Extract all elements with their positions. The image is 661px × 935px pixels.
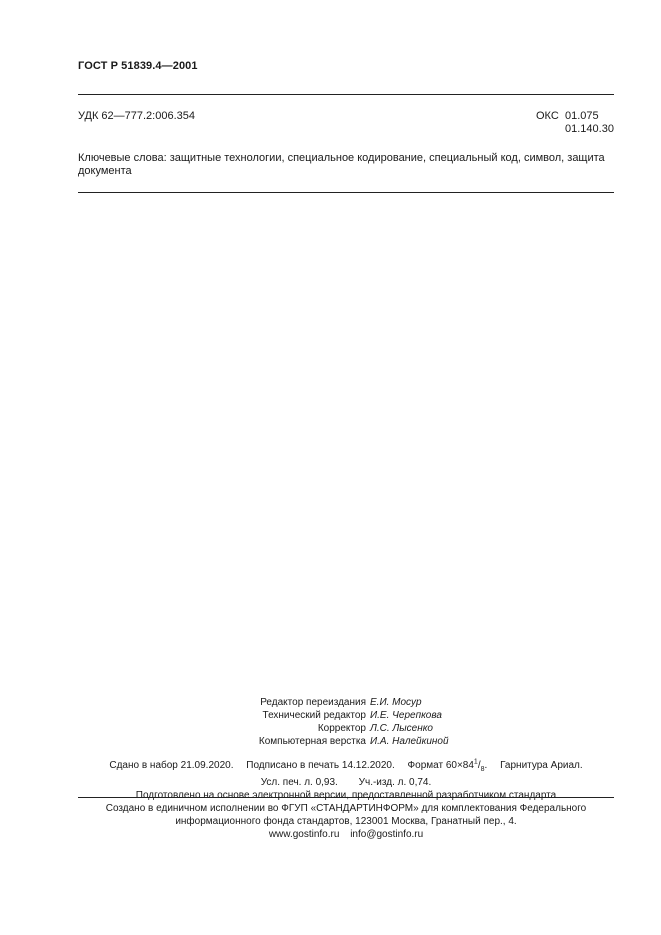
credit-role: Компьютерная верстка (258, 736, 366, 747)
oks-label: ОКС (536, 110, 559, 122)
oks-code: 01.140.30 (565, 123, 614, 135)
keywords-divider (78, 192, 614, 193)
credit-row (200, 709, 470, 722)
credit-name: Л.С. Лысенко (370, 723, 433, 734)
standard-code: ГОСТ Р 51839.4—2001 (78, 60, 198, 72)
submitted-date: Сдано в набор 21.09.2020. (109, 760, 234, 772)
website-link[interactable]: www.gostinfo.ru (268, 829, 340, 840)
typeface: Гарнитура Ариал. (500, 760, 583, 772)
credit-row (200, 735, 470, 748)
prepared-note: Подготовлено на основе электронной версии, предоставленной разработчиком стандарта (135, 790, 557, 802)
oks-code: 01.075 (565, 110, 599, 122)
top-divider (78, 94, 614, 95)
credit-row (200, 696, 470, 709)
print-info-block (78, 756, 614, 802)
paper-format: Формат $60\times 84^1/_8$. (407, 759, 488, 774)
credits-block (200, 696, 470, 748)
signed-date: Подписано в печать 14.12.2020. (246, 760, 395, 772)
credit-role: Технический редактор (262, 710, 366, 721)
footer-block (78, 802, 614, 841)
udk-code: УДК 62—777.2:006.354 (78, 110, 195, 122)
credit-role: Корректор (317, 723, 366, 734)
email-link[interactable]: info@gostinfo.ru (350, 829, 424, 840)
footer-line: информационного фонда стандартов, 123001 Москва, Гранатный пер., 4. (175, 816, 517, 827)
credit-row (200, 722, 470, 735)
credit-name: И.А. Налейкиной (370, 736, 449, 747)
print-sheets: Усл. печ. л. 0,93. (260, 777, 338, 789)
publisher-sheets: Уч.-изд. л. 0,74. (358, 777, 432, 789)
credit-role: Редактор переиздания (260, 697, 366, 708)
footer-line: Создано в единичном исполнении во ФГУП «СТАНДАРТИНФОРМ» для комплектования Федерального (105, 803, 587, 814)
keywords-text: Ключевые слова: защитные технологии, специальное кодирование, специальный код, символ, защита документа (78, 152, 605, 177)
footer-divider (78, 797, 614, 798)
credit-name: И.Е. Черепкова (370, 710, 442, 721)
credit-name: Е.И. Мосур (370, 697, 422, 708)
oks-codes (536, 110, 614, 136)
